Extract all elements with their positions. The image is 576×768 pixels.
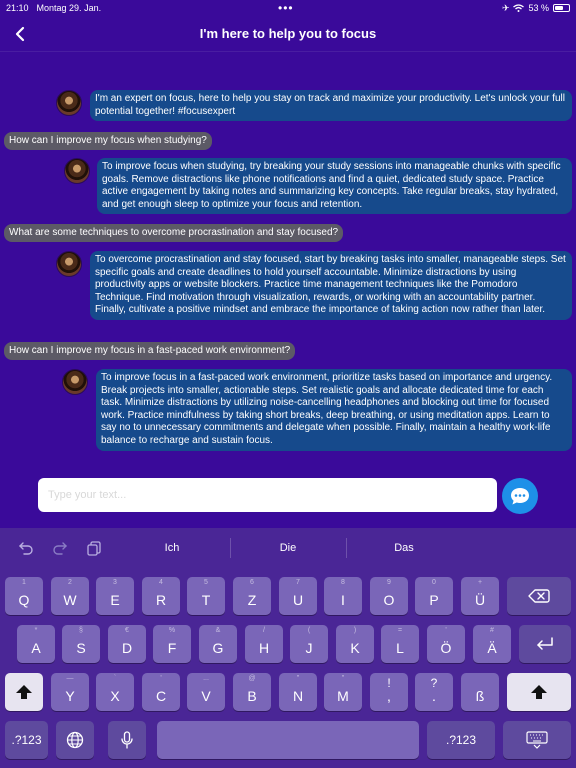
assistant-avatar xyxy=(62,369,88,395)
key-c[interactable]: ' C xyxy=(142,673,180,711)
assistant-message: I'm an expert on focus, here to help you stay on track and maximize your productivity. Let's unlock your full potential together! #focusexpert xyxy=(90,90,572,121)
redo-icon[interactable] xyxy=(52,540,68,556)
suggestion-3[interactable]: Das xyxy=(394,542,414,554)
key-r[interactable]: 4 R xyxy=(142,577,180,615)
key-period[interactable]: ? . xyxy=(415,673,453,711)
key-h[interactable]: / H xyxy=(245,625,283,663)
hide-keyboard-key[interactable] xyxy=(503,721,571,759)
key-b[interactable]: @ B xyxy=(233,673,271,711)
battery-icon xyxy=(553,4,570,12)
user-message: What are some techniques to overcome procrastination and stay focused? xyxy=(4,224,343,242)
key-comma[interactable]: ! , xyxy=(370,673,408,711)
keyboard-dismiss-icon xyxy=(526,731,548,749)
send-button[interactable] xyxy=(502,478,538,514)
backspace-key[interactable] xyxy=(507,577,571,615)
key-k[interactable]: ) K xyxy=(336,625,374,663)
status-date: Montag 29. Jan. xyxy=(36,3,102,13)
chat-thread[interactable] xyxy=(0,52,576,472)
chevron-left-icon xyxy=(14,26,26,42)
key-f[interactable]: % F xyxy=(153,625,191,663)
multitasking-dots-icon[interactable]: ••• xyxy=(278,1,294,15)
on-screen-keyboard xyxy=(0,528,576,768)
key-y[interactable]: — Y xyxy=(51,673,89,711)
key-z[interactable]: 6 Z xyxy=(233,577,271,615)
shift-icon xyxy=(15,684,33,700)
key-ae[interactable]: # Ä xyxy=(473,625,511,663)
back-button[interactable] xyxy=(8,22,32,46)
suggestion-bar xyxy=(0,528,576,568)
key-ue[interactable]: + Ü xyxy=(461,577,499,615)
chat-bubble-icon xyxy=(509,485,531,507)
key-t[interactable]: 5 T xyxy=(187,577,225,615)
status-time: 21:10 xyxy=(6,3,29,13)
navigation-bar xyxy=(0,16,576,52)
user-message: How can I improve my focus in a fast-paced work environment? xyxy=(4,342,295,360)
suggestion-1[interactable]: Ich xyxy=(164,542,180,554)
battery-percent: 53 % xyxy=(528,3,549,13)
key-a[interactable]: * A xyxy=(17,625,55,663)
assistant-message: To improve focus in a fast-paced work environment, prioritize tasks based on importance and urgency. Break projects into smaller, actionable steps. Set realistic goals and allocate dedicated time for each task. Minimize distractions by utilizing noise-cancelling headphones and blocking out time for focused work. Practice mindfulness by taking short breaks, deep breathing, or using meditation apps. Learn to say no to unnecessary commitments and delegate when possible. Finally, maintain a healthy work-life balance to recharge and sustain focus. xyxy=(96,369,572,451)
assistant-avatar xyxy=(64,158,90,184)
undo-icon[interactable] xyxy=(18,540,34,556)
key-p[interactable]: 0 P xyxy=(415,577,453,615)
message-composer xyxy=(0,472,576,528)
shift-key-right[interactable] xyxy=(507,673,571,711)
backspace-icon xyxy=(528,588,550,604)
status-bar xyxy=(0,0,576,16)
key-q[interactable]: 1 Q xyxy=(5,577,43,615)
user-message: How can I improve my focus when studying? xyxy=(4,132,212,150)
return-icon xyxy=(535,636,555,652)
key-m[interactable]: " M xyxy=(324,673,362,711)
return-key[interactable] xyxy=(519,625,571,663)
message-input[interactable] xyxy=(38,478,497,512)
key-u[interactable]: 7 U xyxy=(279,577,317,615)
globe-key[interactable] xyxy=(56,721,94,759)
key-o[interactable]: 9 O xyxy=(370,577,408,615)
key-i[interactable]: 8 I xyxy=(324,577,362,615)
airplane-mode-icon: ✈ xyxy=(501,2,510,13)
key-g[interactable]: & G xyxy=(199,625,237,663)
shift-key-left[interactable] xyxy=(5,673,43,711)
paste-icon[interactable] xyxy=(86,540,102,556)
assistant-message: To overcome procrastination and stay focused, start by breaking tasks into smaller, manageable steps. Set specific goals and create deadlines to hold yourself accountable. Minimize distractions by using productivity apps or website blockers. Practice time management techniques like the Pomodoro Technique. Find motivation through visualization, rewards, or working with an accountability partner. Finally, cultivate a positive mindset and embrace the importance of taking action now rather than later. xyxy=(90,251,572,320)
page-title: I'm here to help you to focus xyxy=(199,26,377,41)
numbers-key-right[interactable]: .?123 xyxy=(427,721,495,759)
key-v[interactable]: ... V xyxy=(187,673,225,711)
shift-icon xyxy=(530,684,548,700)
suggestion-2[interactable]: Die xyxy=(279,542,297,554)
dictation-key[interactable] xyxy=(108,721,146,759)
assistant-avatar xyxy=(56,90,82,116)
key-sharp-s[interactable]: ß xyxy=(461,673,499,711)
key-e[interactable]: 3 E xyxy=(96,577,134,615)
space-bar[interactable] xyxy=(157,721,419,759)
microphone-icon xyxy=(120,731,134,749)
wifi-icon xyxy=(513,4,524,12)
key-d[interactable]: € D xyxy=(108,625,146,663)
assistant-avatar xyxy=(56,251,82,277)
globe-icon xyxy=(66,731,84,749)
key-s[interactable]: § S xyxy=(62,625,100,663)
key-j[interactable]: ( J xyxy=(290,625,328,663)
key-n[interactable]: " N xyxy=(279,673,317,711)
assistant-message: To improve focus when studying, try breaking your study sessions into manageable chunks with specific goals. Remove distractions like phone notifications and find a quiet, dedicated study space. Practice active engagement by taking notes and summarizing key concepts. Take regular breaks, stay hydrated, and get enough sleep to optimize your focus and retention. xyxy=(97,158,572,214)
key-l[interactable]: = L xyxy=(381,625,419,663)
numbers-key-left[interactable]: .?123 xyxy=(5,721,48,759)
key-w[interactable]: 2 W xyxy=(51,577,89,615)
key-x[interactable]: ` X xyxy=(96,673,134,711)
key-oe[interactable]: ' Ö xyxy=(427,625,465,663)
